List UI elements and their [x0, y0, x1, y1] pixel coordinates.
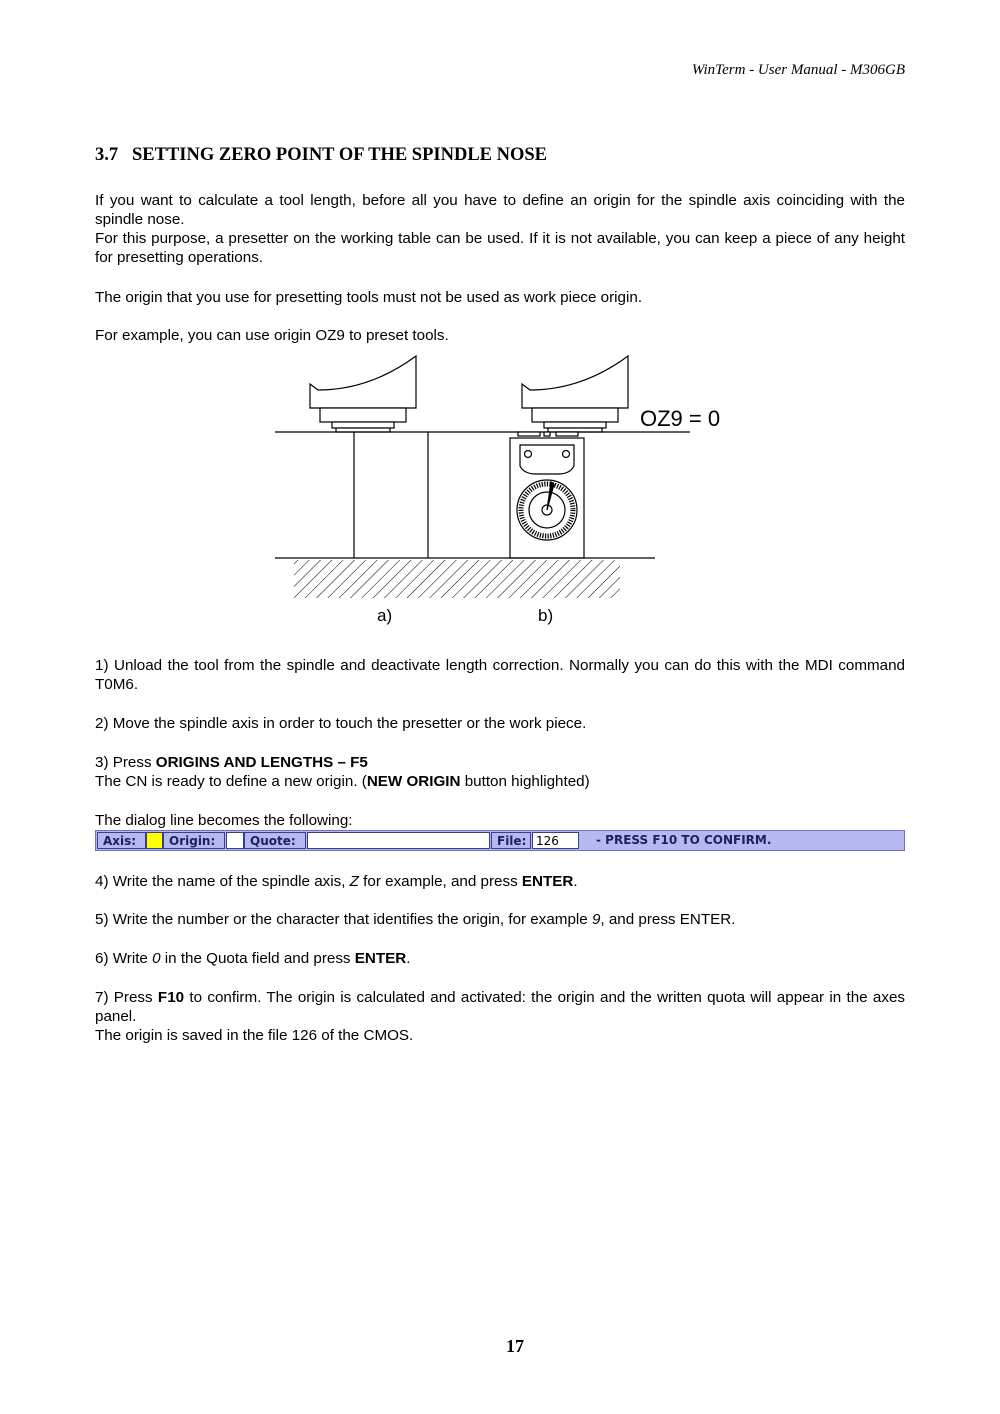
step-3b-prefix: The CN is ready to define a new origin. (: [95, 773, 367, 790]
origin-label: OZ9 = 0: [640, 406, 721, 431]
step-5: [95, 910, 905, 929]
quote-label: Quote:: [244, 832, 306, 849]
label-b: b): [538, 606, 554, 625]
dialog-intro: The dialog line becomes the following:: [95, 812, 353, 829]
step-7-prefix: 7) Press: [95, 989, 158, 1006]
presetter-diagram: [270, 350, 740, 635]
step-2: 2) Move the spindle axis in order to touch the presetter or the work piece.: [95, 715, 587, 732]
step-3-command: ORIGINS AND LENGTHS – F5: [155, 754, 368, 771]
step-3b-suffix: button highlighted): [460, 773, 590, 790]
step-4-prefix: 4) Write the name of the spindle axis,: [95, 873, 350, 890]
ground-hatch: [294, 560, 620, 598]
presetter-figure: [270, 350, 740, 640]
file-field[interactable]: 126: [532, 832, 579, 849]
step-7-key: F10: [157, 989, 185, 1006]
step-3-line: [95, 753, 905, 772]
intro-paragraph-3: The origin that you use for presetting tools must not be used as work piece origin.: [95, 289, 643, 306]
intro-text-2: For this purpose, a presetter on the working table can be used. If it is not available, you can keep a piece of any height for presetting operations.: [95, 230, 905, 266]
running-header: WinTerm - User Manual - M306GB: [691, 62, 905, 78]
step-6-suffix: .: [406, 950, 411, 967]
origin-label: Origin:: [163, 832, 225, 849]
quote-field[interactable]: [307, 832, 490, 849]
step-5-suffix: , and press ENTER.: [600, 911, 736, 928]
step-7-suffix: to confirm. The origin is calculated and activated: the origin and the written quota will appear in the axes panel.: [95, 989, 905, 1025]
axis-field[interactable]: [146, 832, 163, 849]
step-6-prefix: 6) Write: [95, 950, 153, 967]
step-4-mid: for example, and press: [358, 873, 522, 890]
step-4: [95, 872, 905, 891]
step-6: [95, 949, 905, 968]
section-title: [95, 145, 547, 166]
axis-label: Axis:: [97, 832, 146, 849]
origin-field[interactable]: [226, 832, 244, 849]
step-7b-line: The origin is saved in the file 126 of the CMOS.: [95, 1027, 414, 1044]
section-title-text: SETTING ZERO POINT OF THE SPINDLE NOSE: [132, 145, 547, 165]
section-number: 3.7: [95, 145, 119, 165]
presetter-b: [510, 432, 584, 558]
step-4-axis: Z: [349, 873, 359, 890]
intro-text-1: If you want to calculate a tool length, before all you have to define an origin for the spindle axis coinciding with the spindle nose.: [95, 192, 905, 228]
intro-paragraph-4: For example, you can use origin OZ9 to preset tools.: [95, 327, 449, 344]
label-a: a): [377, 606, 393, 625]
step-3: [95, 753, 905, 791]
step-5-prefix: 5) Write the number or the character that identifies the origin, for example: [95, 911, 592, 928]
confirm-message: - PRESS F10 TO CONFIRM.: [596, 833, 772, 847]
step-7-line: [95, 988, 905, 1026]
step-4-key: ENTER: [521, 873, 574, 890]
page-number: 17: [506, 1336, 524, 1356]
workpiece-a: [354, 432, 428, 558]
new-origin-button-ref: NEW ORIGIN: [366, 773, 461, 790]
step-6-mid: in the Quota field and press: [160, 950, 355, 967]
spindle-a: [310, 356, 416, 432]
step-4-suffix: .: [573, 873, 578, 890]
step-1: 1) Unload the tool from the spindle and deactivate length correction. Normally you can do this with the MDI command T0M6.: [95, 657, 905, 693]
step-7: [95, 988, 905, 1045]
step-6-value: 0: [152, 950, 161, 967]
step-3b-line: [95, 772, 905, 791]
step-5-value: 9: [591, 911, 601, 928]
intro-paragraph-1: [95, 191, 905, 267]
step-3-prefix: 3) Press: [95, 754, 156, 771]
dialog-line: [95, 830, 905, 851]
step-6-key: ENTER: [354, 950, 407, 967]
file-label: File:: [491, 832, 531, 849]
spindle-b: [522, 356, 628, 432]
